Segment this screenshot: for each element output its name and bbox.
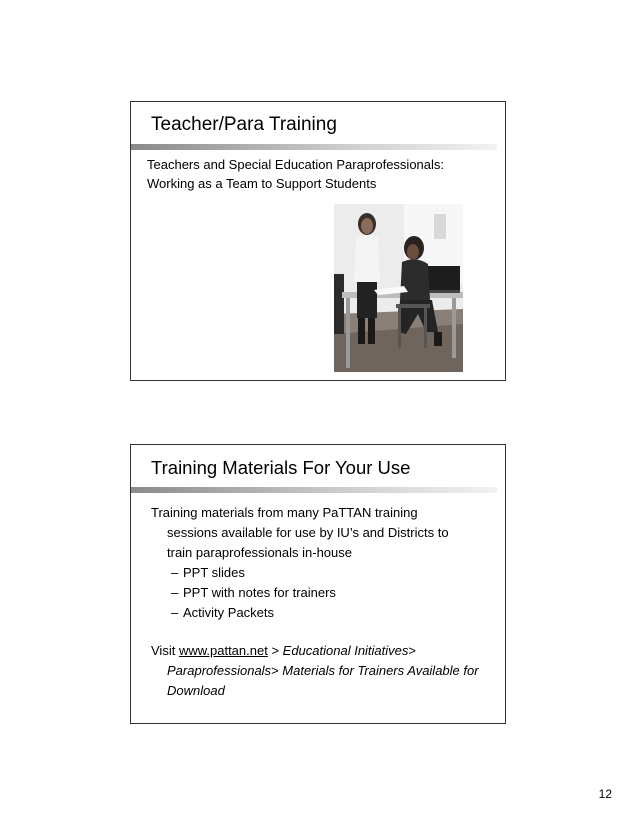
bullet-dash: – — [171, 585, 179, 600]
bullet-dash: – — [171, 605, 179, 620]
slide-teacher-para-training — [130, 101, 506, 381]
page-number: 12 — [598, 787, 612, 801]
list-item — [151, 583, 491, 603]
visit-gt-1: > — [408, 643, 416, 658]
slide-body — [151, 503, 491, 701]
subtitle-line-2: Working as a Team to Support Students — [147, 176, 377, 191]
slide-title: Training Materials For Your Use — [151, 457, 411, 478]
list-item-label: PPT with notes for trainers — [183, 585, 336, 600]
title-rule — [131, 144, 497, 150]
intro-line-1: Training materials from many PaTTAN training — [151, 505, 418, 520]
visit-gt-2: > — [271, 663, 283, 678]
title-rule — [131, 487, 497, 493]
visit-separator: > — [267, 643, 283, 658]
slide-title: Teacher/Para Training — [151, 114, 337, 135]
visit-prefix: Visit — [151, 643, 179, 658]
pattan-link[interactable]: www.pattan.net — [178, 643, 268, 658]
visit-path-educational-initiatives: Educational Initiatives — [282, 643, 409, 658]
slide-subtitle — [147, 155, 487, 193]
bullet-dash: – — [171, 565, 179, 580]
intro-line-3: train paraprofessionals in-house — [167, 545, 352, 560]
slide-training-materials — [130, 444, 506, 724]
list-item-label: Activity Packets — [183, 605, 275, 620]
subtitle-line-1: Teachers and Special Education Paraprofessionals: — [147, 157, 445, 172]
intro-line-2: sessions available for use by IU’s and Districts to — [167, 525, 449, 540]
list-item — [151, 563, 491, 583]
visit-path-download: Download — [167, 683, 225, 698]
materials-list — [151, 563, 491, 623]
visit-instructions — [151, 641, 491, 701]
classroom-photo — [334, 204, 463, 372]
list-item — [151, 603, 491, 623]
list-item-label: PPT slides — [183, 565, 245, 580]
visit-path-paraprofessionals: Paraprofessionals — [167, 663, 272, 678]
visit-path-materials: Materials for Trainers Available for — [282, 663, 479, 678]
teacher-para-photo-illustration — [334, 204, 463, 372]
